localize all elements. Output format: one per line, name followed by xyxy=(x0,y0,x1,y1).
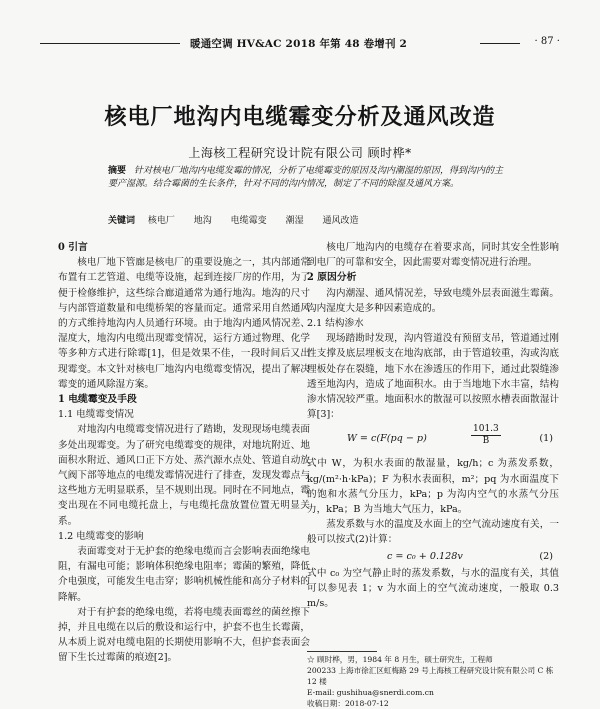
equation-number: (1) xyxy=(539,433,553,445)
running-header xyxy=(40,36,560,50)
abstract-text: 针对核电厂地沟内电缆发霉的情况，分析了电缆霉变的原因及沟内潮湿的原因，得到沟内的主要产湿源。结合霉菌的生长条件，针对不同的沟内情况，制定了不同的除湿及通风方案。 xyxy=(108,166,504,190)
journal-info: 暖通空调 HV&AC 2018 年第 48 卷增刊 2 xyxy=(190,38,408,50)
fraction-denominator: B xyxy=(482,436,490,447)
header-rule-right xyxy=(480,43,520,44)
keyword: 潮湿 xyxy=(285,216,304,226)
paragraph: 现场踏勘时发现，沟内管道没有预留支吊，管道通过刚性支撑及底层埋板支在地沟底部，由于管道较重，沟或沟底埋板处存在裂缝，地下水在渗透压的作用下，通过此裂缝渗透至地沟内，造成了地面积水。由于当地地下水丰富，结构渗水情况较严重。地面积水的散湿可以按照水槽表面散湿计算[3]： xyxy=(307,333,559,421)
paragraph: 核电厂地沟内的电缆存在着要求高，同时其安全性影响到电厂的可靠和安全，因此需要对霉变情况进行治理。 xyxy=(307,242,559,269)
equation-1-fraction xyxy=(471,424,501,447)
keyword: 地沟 xyxy=(193,216,212,226)
equation-description: 式中 W，为积水表面的散湿量，kg/h；c 为蒸发系数，kg/(m²·h·kPa)；F 为积水表面积，m²；pq 为水面温度下的饱和水蒸气分压力，kPa；p 为沟内空气的水蒸气分压力，kPa；B 为当地大气压力，kPa。 xyxy=(307,458,559,516)
paragraph: 对于有护套的绝缘电缆，若将电缆表面霉丝的菌丝擦下掉，并且电缆在以后的敷设和运行中，护套不也生长霉菌，从本质上说对电缆电阻的长期使用影响不大，但护套表面会留下生长过霉菌的痕迹[2]。 xyxy=(58,606,310,664)
page-number: · 87 · xyxy=(534,36,560,47)
paragraph: 核电厂地下管廊是核电厂的重要设施之一，其内部通常布置有工艺管道、电缆等设施，起到连接厂房的作用，为了便于检修维护，这些综合廊道通常为通行地沟。地沟的尺寸与内部管道数量和电缆桥架的容量而定。通常采用自然通风的方式维持地沟内人员通行环境。由于地沟内通风情况差、湿度大，地沟内电缆出现霉变情况，运行方通过物理、化学等多种方式进行除霉[1]，但是效果不佳，一段时间后又出现霉变。本文针对核电厂地沟内电缆霉变情况，提出了解决霉变的通风除湿方案。 xyxy=(58,257,310,390)
fraction-numerator: 101.3 xyxy=(473,424,499,435)
keywords xyxy=(108,213,508,226)
keyword: 核电厂 xyxy=(147,216,175,226)
subsection-heading: 1.2 电缆霉变的影响 xyxy=(58,530,144,542)
equation-number: (2) xyxy=(539,550,553,562)
equation-2-expression: c = c₀ + 0.128v xyxy=(387,550,463,562)
section-heading: 0 引言 xyxy=(58,242,88,253)
paragraph: 沟内潮湿、通风情况差，导致电缆外层表面滋生霉菌。沟内湿度大是多种因素造成的。 xyxy=(307,287,559,314)
keywords-label: 关键词 xyxy=(108,216,136,226)
left-column xyxy=(58,240,310,666)
keyword: 电缆霉变 xyxy=(230,216,267,226)
header-rule-left xyxy=(40,43,180,44)
abstract-label: 摘要 xyxy=(108,166,127,176)
article-title: 核电厂地沟内电缆霉变分析及通风改造 xyxy=(104,104,496,130)
footnote-rule xyxy=(307,651,377,652)
abstract xyxy=(108,165,508,192)
paragraph: 对地沟内电缆霉变情况进行了踏勘，发现现场电缆表面多处出现霉变。为了研究电缆霉变的规律，对地坑附近、地面积水附近、通风口正下方处、蒸汽源水点处、管道自动放气阀下部等地点的电缆发霉情况进行了排查，发现发霉点与这些地方无明显联系，呈不规则出现。同时在不同地点，霉变出现在不同电缆托盘上，与电缆托盘放置位置无明显关系。 xyxy=(58,424,310,527)
section-heading: 1 电缆霉变及手段 xyxy=(58,394,137,406)
paragraph: 蒸发系数与水的温度及水面上的空气流动速度有关，一般可以按式(2)计算： xyxy=(307,519,559,546)
right-column xyxy=(307,240,559,611)
section-heading: 2 原因分析 xyxy=(307,272,357,284)
keyword: 通风改造 xyxy=(322,216,359,226)
equation-1-expression: W = c(F(pq − p) xyxy=(347,433,427,445)
subsection-heading: 1.1 电缆霉变情况 xyxy=(58,409,134,421)
paragraph: 表面霉变对于无护套的绝缘电缆而言会影响表面绝缘电阻，有漏电可能；影响体积绝缘电阻率；霉菌的繁殖，降低介电强度，可能发生电击穿；影响机械性能和高分子材料的降解。 xyxy=(58,546,310,603)
equation-2 xyxy=(307,548,559,566)
equation-description: 式中 c₀ 为空气静止时的蒸发系数，与水的温度有关，其值可以参见表 1；v 为水面上的空气流动速度，一般取 0.3 m/s。 xyxy=(307,567,559,610)
subsection-heading: 2.1 结构渗水 xyxy=(307,318,364,330)
equation-1 xyxy=(307,424,559,454)
author-affiliation: 上海核工程研究设计院有限公司 顾时桦* xyxy=(188,146,412,160)
author-footnote: ☆ 顾时桦，男，1984 年 8 月生，硕士研究生，工程师 200233 上海市徐汇区虹梅路 29 号上海核工程研究设计院有限公司 C 栋 12 楼 E-mail: gushihua@snerdi.com.cn 收稿日期：2018-07-12 xyxy=(307,655,554,708)
